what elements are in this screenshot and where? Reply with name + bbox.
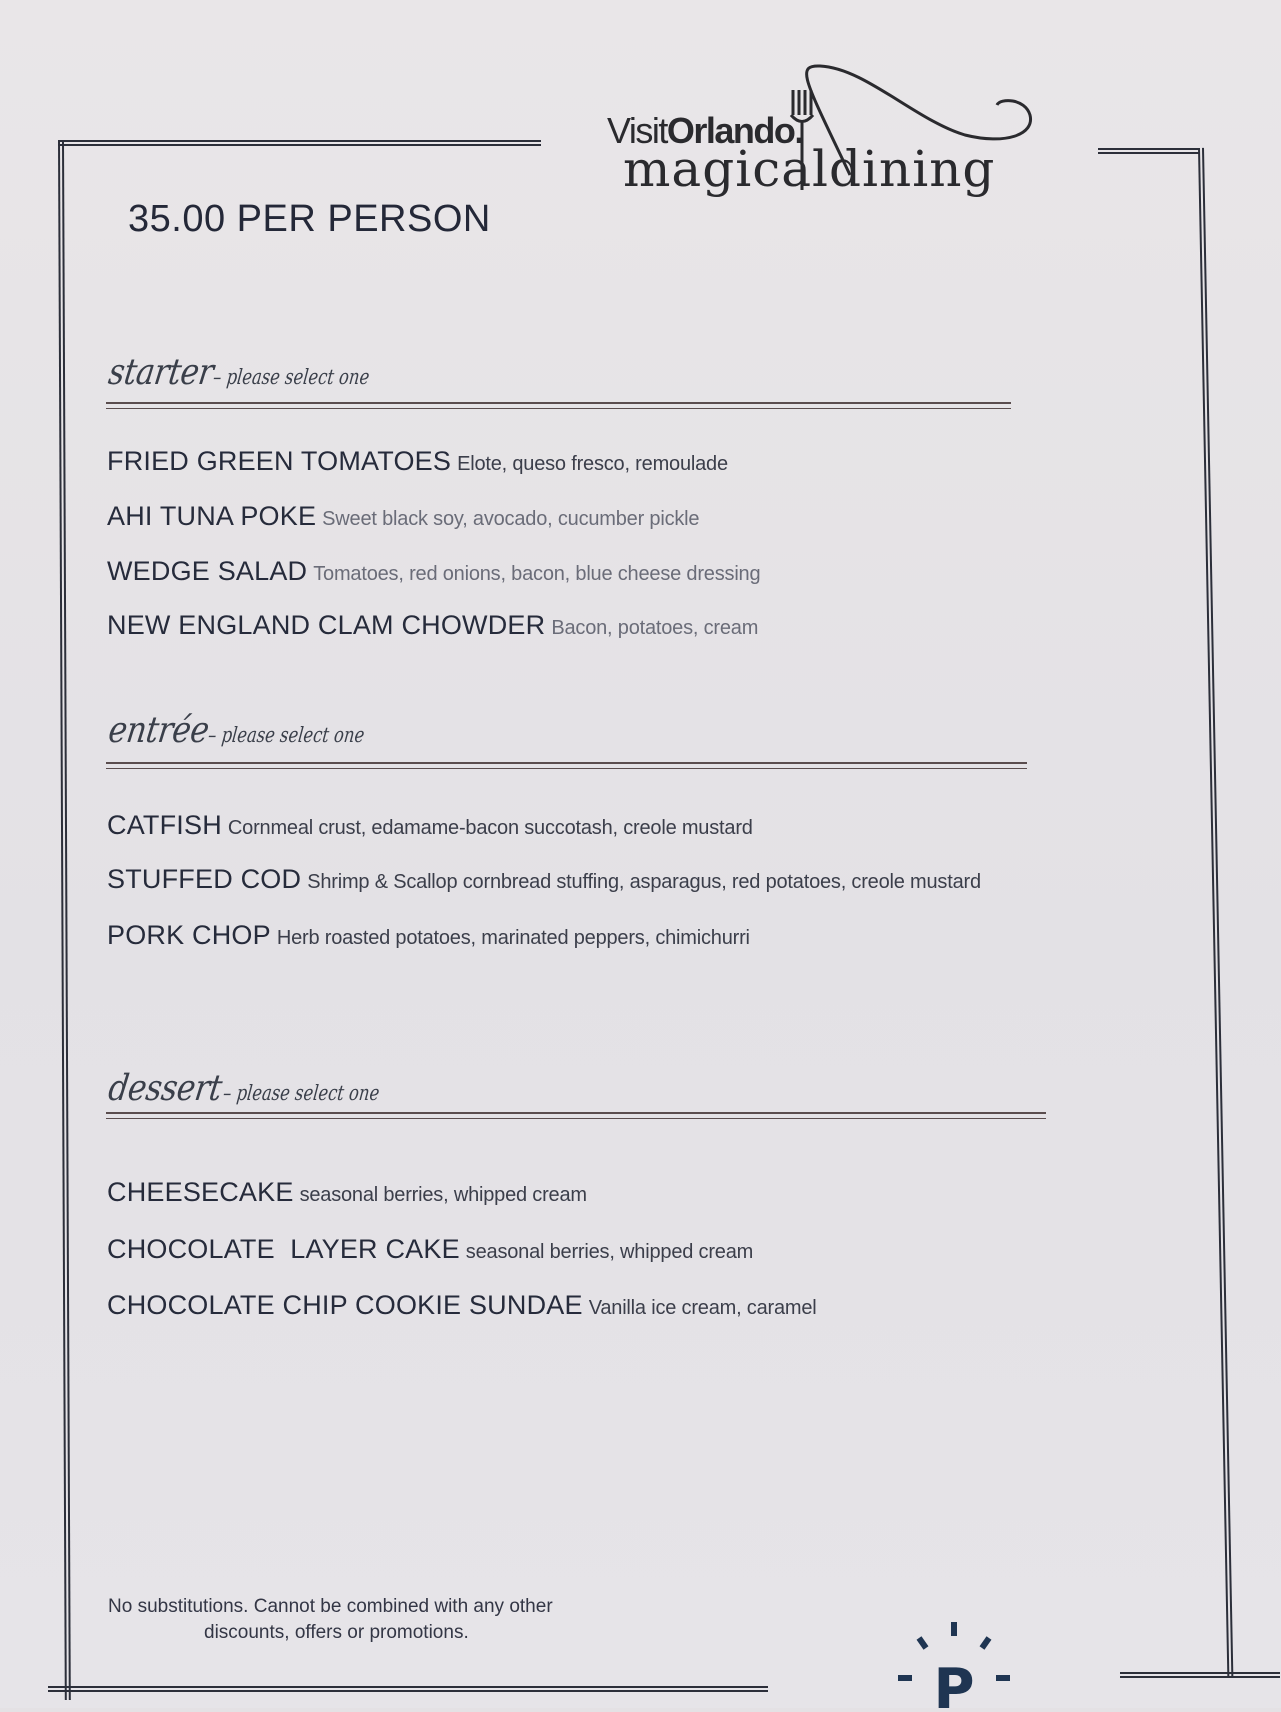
frame-line-bottom-right [1120, 1672, 1280, 1674]
menu-item-clam-chowder: NEW ENGLAND CLAM CHOWDER Bacon, potatoes, cream [107, 610, 759, 640]
section-subtitle: – please select one [206, 723, 366, 747]
logo-visit-orlando: VisitOrlando. [607, 110, 803, 151]
menu-item-chocolate-layer-cake: CHOCOLATE LAYER CAKE seasonal berries, whipped cream [107, 1234, 754, 1264]
section-header-dessert [106, 1068, 1026, 1109]
logo-magical-dining: magicaldining [623, 140, 996, 198]
frame-line-top-left [58, 140, 541, 142]
section-rule [106, 768, 1027, 769]
section-title: entrée [106, 710, 212, 751]
menu-item-cookie-sundae: CHOCOLATE CHIP COOKIE SUNDAE Vanilla ice cream, caramel [107, 1290, 817, 1320]
menu-item-cheesecake: CHEESECAKE seasonal berries, whipped cream [107, 1177, 587, 1207]
section-rule [106, 1118, 1046, 1119]
menu-item-ahi-tuna-poke: AHI TUNA POKE Sweet black soy, avocado, cucumber pickle [107, 501, 700, 531]
section-rule [106, 762, 1027, 764]
menu-item-wedge-salad: WEDGE SALAD Tomatoes, red onions, bacon, blue cheese dressing [107, 556, 761, 586]
disclaimer-line-1: No substitutions. Cannot be combined with any other [108, 1596, 553, 1617]
section-rule [106, 1112, 1046, 1114]
section-subtitle: – please select one [212, 365, 371, 389]
section-header-starter [106, 352, 1026, 393]
frame-line-bottom-left [48, 1690, 768, 1692]
section-rule [106, 408, 1011, 409]
menu-disclaimer [108, 1594, 608, 1646]
section-title: dessert [106, 1068, 225, 1109]
sunburst-p-logo-icon [892, 1620, 1022, 1708]
price-per-person: 35.00 PER PERSON [128, 198, 491, 240]
brand-letter: P [933, 1657, 975, 1708]
section-title: starter [106, 352, 216, 393]
section-header-entree [106, 710, 1026, 751]
section-subtitle: – please select one [221, 1081, 381, 1105]
section-rule [106, 402, 1011, 404]
visit-orlando-magical-dining-logo [605, 60, 1055, 220]
restaurant-brand-mark [892, 1620, 1022, 1708]
menu-item-catfish: CATFISH Cornmeal crust, edamame-bacon succotash, creole mustard [107, 810, 753, 840]
menu-item-pork-chop: PORK CHOP Herb roasted potatoes, marinated peppers, chimichurri [107, 920, 750, 950]
disclaimer-line-2: discounts, offers or promotions. [204, 1622, 469, 1643]
menu-item-fried-green-tomatoes: FRIED GREEN TOMATOES Elote, queso fresco, remoulade [107, 446, 728, 476]
menu-item-stuffed-cod: STUFFED COD Shrimp & Scallop cornbread stuffing, asparagus, red potatoes, creole mustard [107, 864, 981, 894]
frame-line-top-right [1098, 148, 1200, 150]
